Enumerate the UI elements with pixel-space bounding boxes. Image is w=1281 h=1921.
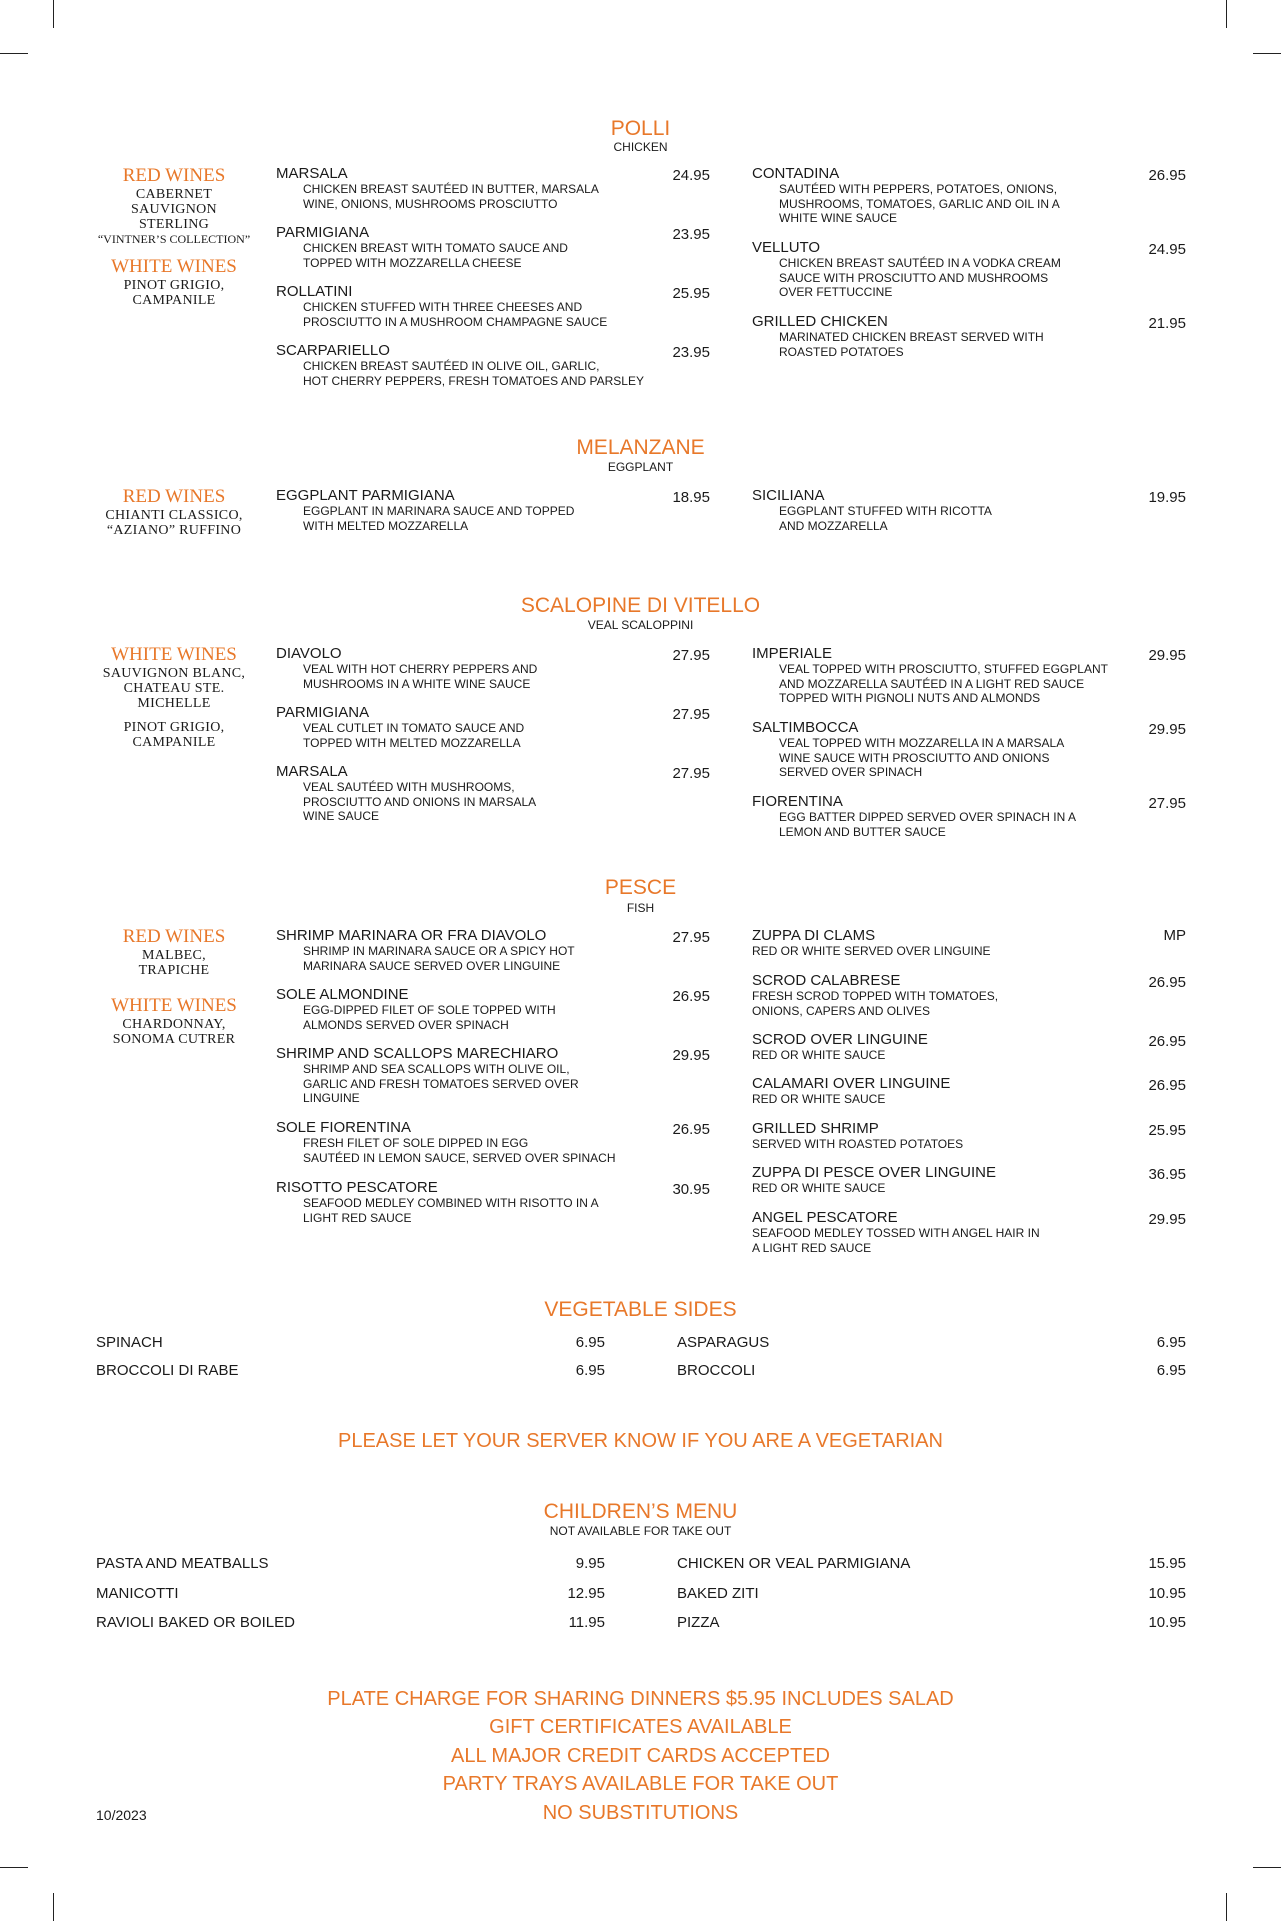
plate-charge-notice: PLATE CHARGE FOR SHARING DINNERS $5.95 INCLUDES SALAD (327, 1688, 954, 1710)
item-desc: WINE SAUCE WITH PROSCIUTTO AND ONIONS (779, 750, 1050, 765)
item-desc: PROSCIUTTO AND ONIONS IN MARSALA (303, 794, 537, 809)
item-desc: RED OR WHITE SERVED OVER LINGUINE (752, 944, 991, 958)
item-desc: SAUTÉED WITH PEPPERS, POTATOES, ONIONS, (779, 182, 1058, 196)
wine-pairing-vitello (79, 644, 269, 750)
item-desc: MARINATED CHICKEN BREAST SERVED WITH (779, 330, 1044, 344)
item-desc: VEAL WITH HOT CHERRY PEPPERS AND (303, 662, 538, 676)
item-name: GRILLED SHRIMP (752, 1120, 879, 1137)
item-name: PARMIGIANA (276, 224, 370, 241)
wine-line: PINOT GRIGIO, (123, 720, 225, 735)
section-title-vitello: SCALOPINE DI VITELLO (520, 594, 761, 617)
item-price: 18.95 (672, 489, 710, 506)
item-desc: MUSHROOMS IN A WHITE WINE SAUCE (303, 676, 531, 691)
item-desc: AND MOZZARELLA (779, 518, 888, 533)
item-name: SCROD CALABRESE (752, 972, 901, 989)
item-name: SOLE ALMONDINE (276, 986, 409, 1003)
credit-cards-notice: ALL MAJOR CREDIT CARDS ACCEPTED (451, 1745, 830, 1767)
side-price: 6.95 (1156, 1334, 1186, 1351)
item-price: 26.95 (1148, 1033, 1186, 1050)
item-desc: ROASTED POTATOES (779, 344, 904, 359)
item-desc: MARINARA SAUCE SERVED OVER LINGUINE (303, 958, 561, 973)
item-name: PARMIGIANA (276, 704, 370, 721)
item-price: 23.95 (672, 344, 710, 361)
wine-type-white: WHITE WINES (111, 256, 237, 277)
side-price: 6.95 (575, 1334, 605, 1351)
crop-mark (0, 1867, 28, 1868)
section-title-children: CHILDREN’S MENU (543, 1500, 738, 1523)
vegetarian-notice: PLEASE LET YOUR SERVER KNOW IF YOU ARE A VEGETARIAN (337, 1430, 943, 1452)
item-name: IMPERIALE (752, 645, 833, 662)
section-title-polli: POLLI (610, 117, 671, 140)
item-name: SALTIMBOCCA (752, 719, 859, 736)
wine-line: SONOMA CUTRER (112, 1032, 236, 1047)
item-price: 24.95 (1148, 241, 1186, 258)
wine-type-white: WHITE WINES (111, 644, 237, 665)
item-name: ZUPPA DI PESCE OVER LINGUINE (752, 1164, 996, 1181)
wine-line: CHATEAU STE. (123, 681, 225, 696)
item-desc: AND MOZZARELLA SAUTÉED IN A LIGHT RED SAUCE (779, 676, 1085, 691)
menu-item-risotto-pescatore (276, 1180, 599, 1225)
wine-type-red: RED WINES (122, 926, 226, 947)
item-desc: CHICKEN BREAST SAUTÉED IN A VODKA CREAM (779, 256, 1061, 270)
item-name: RISOTTO PESCATORE (276, 1179, 438, 1196)
item-desc: PROSCIUTTO IN A MUSHROOM CHAMPAGNE SAUCE (303, 314, 608, 329)
item-name: SOLE FIORENTINA (276, 1119, 412, 1136)
section-title-sides: VEGETABLE SIDES (544, 1298, 737, 1321)
item-desc: ALMONDS SERVED OVER SPINACH (303, 1017, 509, 1032)
menu-item-shrimp-scallops (276, 1046, 579, 1106)
menu-item-siciliana (752, 488, 992, 533)
crop-mark (1226, 1893, 1227, 1921)
menu-item-diavolo (276, 646, 537, 691)
item-desc: FRESH SCROD TOPPED WITH TOMATOES, (752, 989, 999, 1003)
item-name: ANGEL PESCATORE (752, 1209, 898, 1226)
item-desc: RED OR WHITE SAUCE (752, 1048, 886, 1062)
item-desc: CHICKEN BREAST SAUTÉED IN BUTTER, MARSALA (303, 182, 599, 196)
item-price: 27.95 (672, 647, 710, 664)
wine-line: CAMPANILE (132, 293, 216, 308)
item-name: GRILLED CHICKEN (752, 313, 888, 330)
wine-line: CHIANTI CLASSICO, (105, 508, 243, 523)
item-price: 19.95 (1148, 489, 1186, 506)
menu-item-rollatini (276, 284, 607, 329)
wine-pairing-polli (79, 165, 269, 308)
gift-certificates-notice: GIFT CERTIFICATES AVAILABLE (489, 1716, 792, 1738)
menu-item-saltimbocca (752, 720, 1064, 780)
item-name: MARSALA (276, 165, 348, 182)
item-price: 26.95 (672, 988, 710, 1005)
item-name: ZUPPA DI CLAMS (752, 927, 876, 944)
item-name: SICILIANA (752, 487, 825, 504)
item-name: MARSALA (276, 763, 348, 780)
item-price: 29.95 (1148, 1211, 1186, 1228)
crop-mark (1226, 0, 1227, 28)
section-subtitle-vitello: VEAL SCALOPPINI (587, 618, 694, 632)
item-desc: RED OR WHITE SAUCE (752, 1092, 886, 1106)
section-title-melanzane: MELANZANE (576, 436, 705, 459)
party-trays-notice: PARTY TRAYS AVAILABLE FOR TAKE OUT (442, 1773, 839, 1795)
item-desc: LEMON AND BUTTER SAUCE (779, 824, 946, 839)
menu-item-velluto (752, 240, 1061, 300)
menu-item-eggplant-parmigiana (276, 488, 574, 533)
item-desc: SHRIMP AND SEA SCALLOPS WITH OLIVE OIL, (303, 1062, 570, 1076)
item-name: DIAVOLO (276, 645, 342, 662)
menu-item-scarpariello (276, 343, 644, 388)
menu-item-fiorentina (752, 794, 1076, 839)
item-desc: CHICKEN STUFFED WITH THREE CHEESES AND (303, 300, 583, 314)
item-desc: VEAL TOPPED WITH PROSCIUTTO, STUFFED EGGPLANT (779, 662, 1108, 676)
side-item: ASPARAGUS (677, 1334, 770, 1351)
item-desc: MUSHROOMS, TOMATOES, GARLIC AND OIL IN A (779, 196, 1060, 211)
item-desc: CHICKEN BREAST SAUTÉED IN OLIVE OIL, GARLIC, (303, 359, 600, 373)
wine-line: CAMPANILE (132, 735, 216, 750)
item-name: ROLLATINI (276, 283, 353, 300)
item-desc: FRESH FILET OF SOLE DIPPED IN EGG (303, 1136, 529, 1150)
item-desc: ONIONS, CAPERS AND OLIVES (752, 1003, 931, 1018)
menu-item-scrod-over-linguine (752, 1032, 928, 1063)
menu-item-sole-almondine (276, 987, 556, 1032)
side-item: BROCCOLI (677, 1362, 756, 1379)
kids-price: 10.95 (1148, 1585, 1186, 1602)
wine-line: “AZIANO” RUFFINO (106, 523, 242, 538)
wine-type-white: WHITE WINES (111, 995, 237, 1016)
item-desc: SHRIMP IN MARINARA SAUCE OR A SPICY HOT (303, 944, 575, 958)
section-subtitle-children: NOT AVAILABLE FOR TAKE OUT (549, 1524, 732, 1538)
wine-line: TRAPICHE (138, 963, 210, 978)
menu-item-calamari-over-linguine (752, 1076, 950, 1107)
item-desc: SAUTÉED IN LEMON SAUCE, SERVED OVER SPINACH (303, 1150, 616, 1165)
kids-item: BAKED ZITI (677, 1585, 759, 1602)
crop-mark (53, 1893, 54, 1921)
item-price: 29.95 (672, 1047, 710, 1064)
item-desc: TOPPED WITH MELTED MOZZARELLA (303, 735, 521, 750)
wine-pairing-melanzane (79, 486, 269, 538)
crop-mark (1253, 53, 1281, 54)
item-desc: EGG-DIPPED FILET OF SOLE TOPPED WITH (303, 1003, 556, 1017)
menu-item-grilled-shrimp (752, 1121, 963, 1152)
section-subtitle-pesce: FISH (626, 901, 655, 915)
item-price: 27.95 (672, 765, 710, 782)
item-desc: GARLIC AND FRESH TOMATOES SERVED OVER (303, 1076, 579, 1091)
item-name: SCROD OVER LINGUINE (752, 1031, 928, 1048)
item-desc: SEAFOOD MEDLEY COMBINED WITH RISOTTO IN A (303, 1196, 599, 1210)
item-price: 29.95 (1148, 721, 1186, 738)
menu-item-grilled-chicken (752, 314, 1044, 359)
no-substitutions-notice: NO SUBSTITUTIONS (542, 1802, 739, 1824)
wine-type-red: RED WINES (122, 486, 226, 507)
kids-item: MANICOTTI (96, 1585, 179, 1602)
kids-item: PIZZA (677, 1614, 720, 1631)
menu-item-zuppa-di-clams (752, 928, 990, 959)
item-desc: SERVED OVER SPINACH (779, 765, 923, 780)
item-price: 27.95 (1148, 795, 1186, 812)
item-desc: LINGUINE (303, 1091, 360, 1106)
menu-item-angel-pescatore (752, 1210, 1040, 1255)
wine-line: MICHELLE (137, 696, 211, 711)
kids-price: 12.95 (567, 1585, 605, 1602)
item-desc: CHICKEN BREAST WITH TOMATO SAUCE AND (303, 241, 568, 255)
item-price: 29.95 (1148, 647, 1186, 664)
menu-item-marsala (276, 166, 599, 211)
item-name: FIORENTINA (752, 793, 843, 810)
item-desc: TOPPED WITH MOZZARELLA CHEESE (303, 255, 522, 270)
kids-item: PASTA AND MEATBALLS (96, 1555, 269, 1572)
item-price: 21.95 (1148, 315, 1186, 332)
side-price: 6.95 (575, 1362, 605, 1379)
wine-line: STERLING (138, 217, 210, 232)
section-subtitle-polli: CHICKEN (613, 140, 668, 154)
item-price: 36.95 (1148, 1166, 1186, 1183)
menu-item-scrod-calabrese (752, 973, 998, 1018)
menu-item-contadina (752, 166, 1060, 226)
wine-type-red: RED WINES (122, 165, 226, 186)
item-price: 27.95 (672, 929, 710, 946)
wine-pairing-pesce (79, 926, 269, 1047)
menu-item-parmigiana (276, 225, 568, 270)
item-price: 26.95 (1148, 167, 1186, 184)
menu-item-imperiale (752, 646, 1108, 706)
item-desc: SEAFOOD MEDLEY TOSSED WITH ANGEL HAIR IN (752, 1226, 1040, 1240)
menu-item-veal-marsala (276, 764, 536, 824)
kids-price: 9.95 (575, 1555, 605, 1572)
side-item: SPINACH (96, 1334, 163, 1351)
item-price: 25.95 (1148, 1122, 1186, 1139)
wine-collection: “VINTNER’S COLLECTION” (97, 232, 251, 246)
item-desc: EGG BATTER DIPPED SERVED OVER SPINACH IN A (779, 810, 1076, 824)
kids-price: 11.95 (568, 1614, 605, 1631)
item-desc: SERVED WITH ROASTED POTATOES (752, 1137, 964, 1151)
item-desc: A LIGHT RED SAUCE (752, 1240, 872, 1255)
crop-mark (53, 0, 54, 28)
kids-item: CHICKEN OR VEAL PARMIGIANA (677, 1555, 911, 1572)
item-desc: RED OR WHITE SAUCE (752, 1181, 886, 1195)
item-price: 26.95 (1148, 1077, 1186, 1094)
kids-price: 10.95 (1148, 1614, 1186, 1631)
wine-line: MALBEC, (142, 948, 206, 963)
menu-item-veal-parmigiana (276, 705, 524, 750)
item-name: VELLUTO (752, 239, 821, 256)
item-name: SCARPARIELLO (276, 342, 390, 359)
menu-item-shrimp-marinara (276, 928, 575, 973)
item-desc: WINE, ONIONS, MUSHROOMS PROSCIUTTO (303, 196, 558, 211)
item-price: 26.95 (1148, 974, 1186, 991)
item-price: 30.95 (672, 1181, 710, 1198)
item-price: 26.95 (672, 1121, 710, 1138)
item-price: 24.95 (672, 167, 710, 184)
kids-item: RAVIOLI BAKED OR BOILED (96, 1614, 295, 1631)
kids-price: 15.95 (1148, 1555, 1186, 1572)
side-item: BROCCOLI DI RABE (96, 1362, 239, 1379)
item-price: MP (1163, 927, 1186, 944)
item-desc: LIGHT RED SAUCE (303, 1210, 412, 1225)
menu-item-sole-fiorentina (276, 1120, 616, 1165)
item-desc: VEAL TOPPED WITH MOZZARELLA IN A MARSALA (779, 736, 1065, 750)
item-price: 23.95 (672, 226, 710, 243)
item-name: SHRIMP MARINARA OR FRA DIAVOLO (276, 927, 547, 944)
item-desc: WINE SAUCE (303, 809, 380, 824)
crop-mark (1253, 1867, 1281, 1868)
item-desc: HOT CHERRY PEPPERS, FRESH TOMATOES AND PARSLEY (303, 373, 644, 388)
item-desc: WITH MELTED MOZZARELLA (303, 518, 469, 533)
side-price: 6.95 (1156, 1362, 1186, 1379)
item-name: SHRIMP AND SCALLOPS MARECHIARO (276, 1045, 559, 1062)
item-price: 27.95 (672, 706, 710, 723)
wine-line: CHARDONNAY, (122, 1017, 226, 1032)
menu-date: 10/2023 (96, 1807, 147, 1823)
item-name: CONTADINA (752, 165, 840, 182)
item-name: EGGPLANT PARMIGIANA (276, 487, 455, 504)
item-desc: OVER FETTUCCINE (779, 285, 893, 300)
crop-mark (0, 53, 28, 54)
item-desc: VEAL CUTLET IN TOMATO SAUCE AND (303, 721, 525, 735)
item-desc: TOPPED WITH PIGNOLI NUTS AND ALMONDS (779, 691, 1041, 706)
item-desc: SAUCE WITH PROSCIUTTO AND MUSHROOMS (779, 270, 1049, 285)
wine-line: CABERNET (135, 187, 213, 202)
item-desc: EGGPLANT IN MARINARA SAUCE AND TOPPED (303, 504, 575, 518)
item-name: CALAMARI OVER LINGUINE (752, 1075, 951, 1092)
menu-item-zuppa-di-pesce (752, 1165, 996, 1196)
item-desc: VEAL SAUTÉED WITH MUSHROOMS, (303, 780, 515, 794)
section-title-pesce: PESCE (604, 876, 677, 899)
section-subtitle-melanzane: EGGPLANT (607, 460, 674, 474)
wine-line: SAUVIGNON BLANC, (102, 666, 246, 681)
item-desc: EGGPLANT STUFFED WITH RICOTTA (779, 504, 992, 518)
item-desc: WHITE WINE SAUCE (779, 211, 898, 226)
item-price: 25.95 (672, 285, 710, 302)
wine-line: PINOT GRIGIO, (123, 278, 225, 293)
wine-line: SAUVIGNON (131, 202, 217, 217)
